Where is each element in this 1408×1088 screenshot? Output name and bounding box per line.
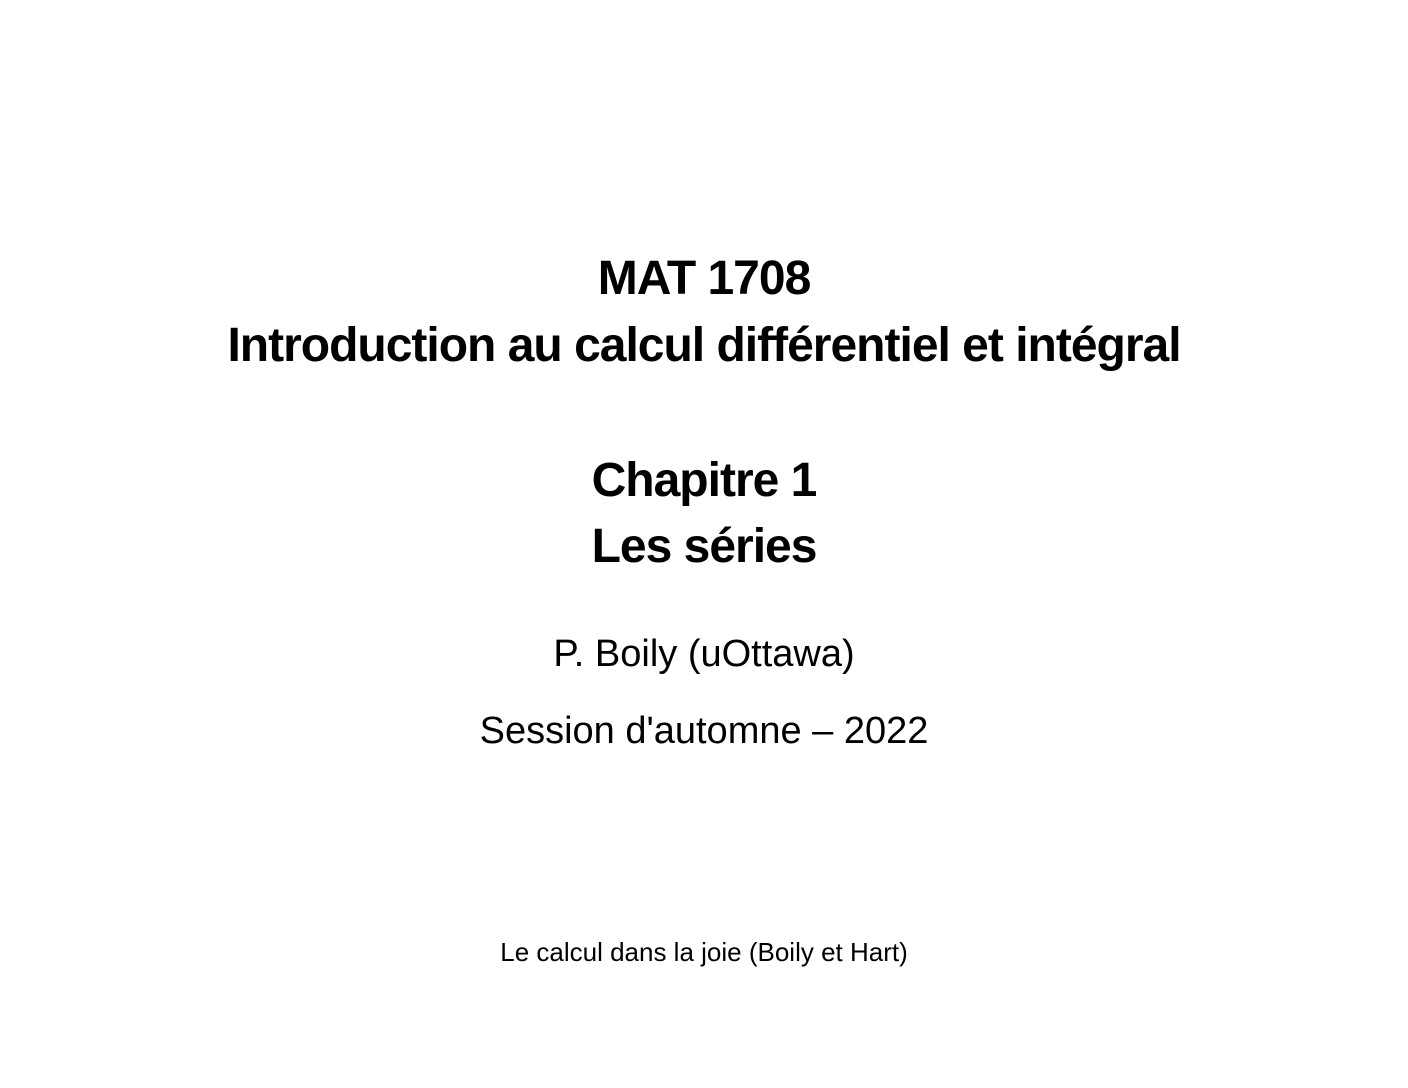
course-code: MAT 1708 bbox=[597, 252, 811, 305]
author-line: P. Boily (uOttawa) bbox=[553, 633, 855, 675]
session-line: Session d'automne – 2022 bbox=[479, 710, 929, 752]
chapter-title: Les séries bbox=[591, 520, 817, 573]
chapter-number: Chapitre 1 bbox=[591, 454, 817, 507]
footer-attribution: Le calcul dans la joie (Boily et Hart) bbox=[500, 937, 908, 967]
course-title: Introduction au calcul différentiel et intégral bbox=[227, 319, 1181, 372]
